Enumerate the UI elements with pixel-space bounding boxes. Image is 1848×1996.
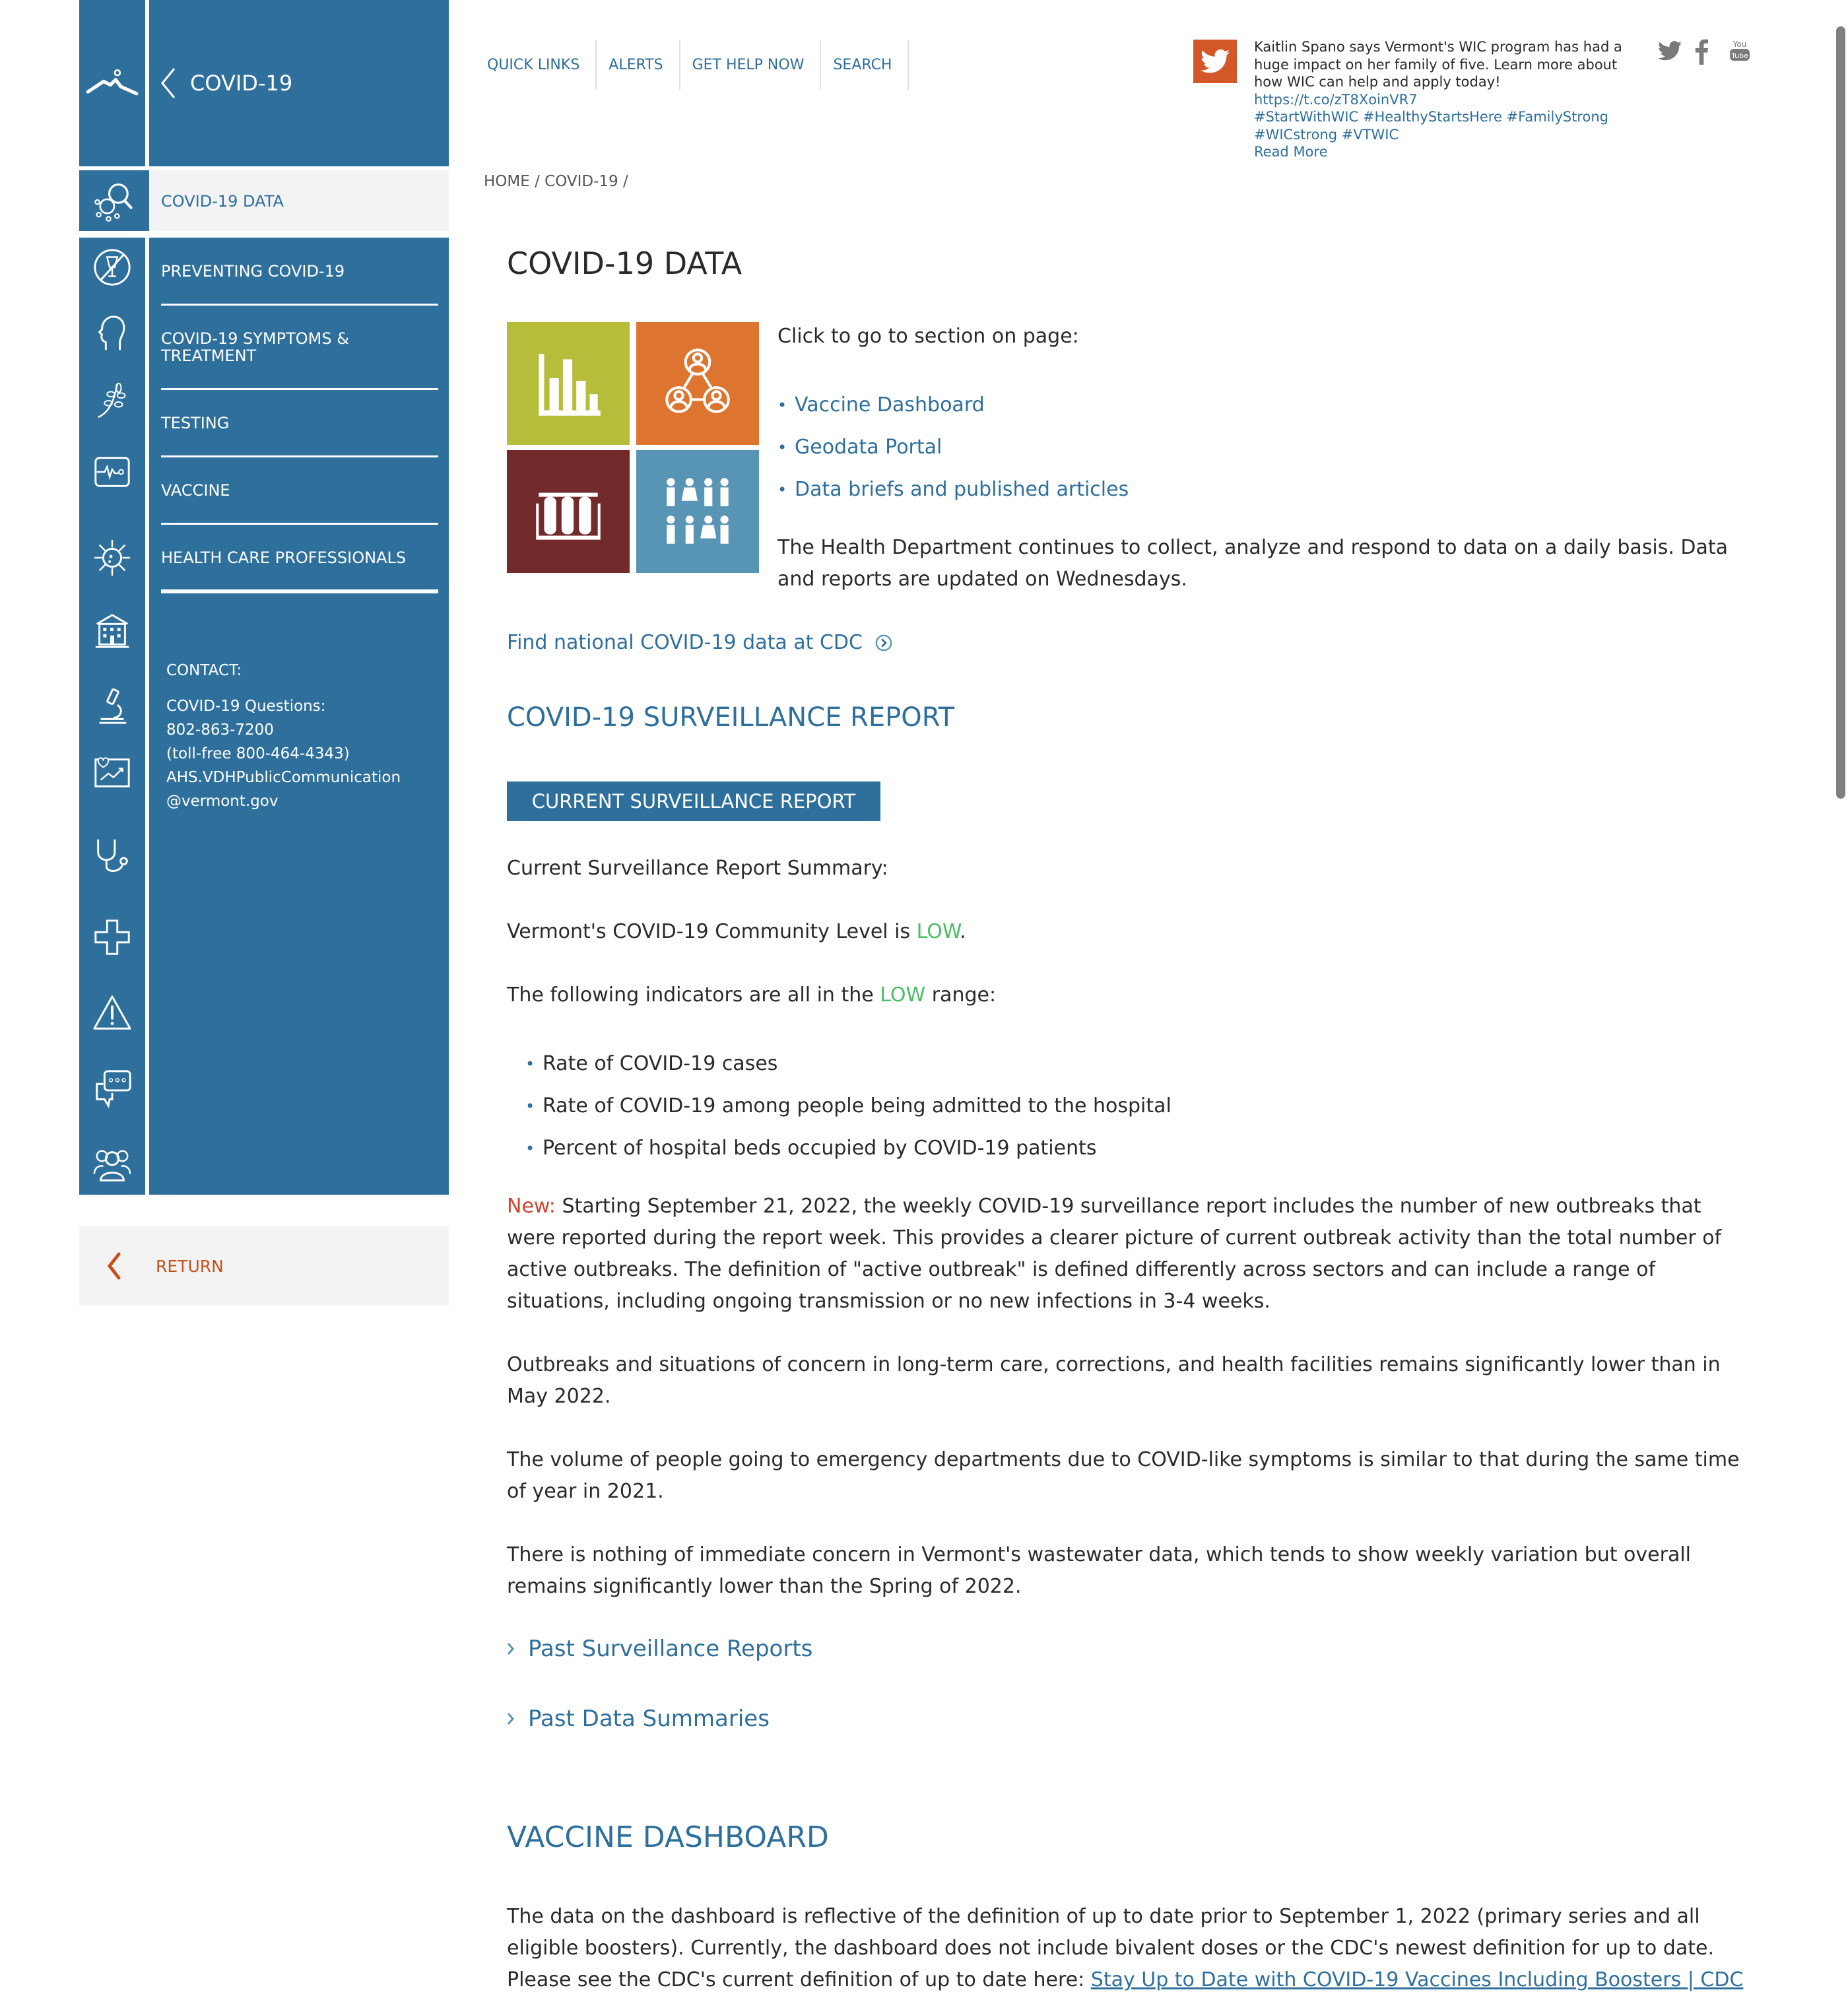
nav-divider <box>161 589 438 593</box>
indicators-text <box>507 980 996 1011</box>
accordion-label: Past Data Summaries <box>528 1706 770 1732</box>
vaccine-text2: Please see the CDC's current definition of up to date here: <box>507 1968 1091 1991</box>
past-data-summaries-accordion[interactable] <box>507 1706 770 1732</box>
sidebar-item-testing[interactable]: TESTING <box>161 414 230 432</box>
current-surveillance-report-button[interactable]: CURRENT SURVEILLANCE REPORT <box>507 782 880 821</box>
vaccine-dashboard-heading: VACCINE DASHBOARD <box>507 1820 829 1854</box>
vaccine-paragraph <box>507 1901 1761 1996</box>
data-briefs-link[interactable]: Data briefs and published articles <box>795 478 1129 501</box>
head-profile-icon[interactable] <box>79 310 145 356</box>
stethoscope-icon[interactable] <box>79 832 145 878</box>
list-item: • Rate of COVID-19 cases <box>525 1043 1172 1085</box>
twitter-feed-icon[interactable] <box>1193 40 1237 83</box>
contact-email-part2[interactable]: @vermont.gov <box>166 793 279 810</box>
list-item <box>777 469 1129 511</box>
cdc-link-label: Find national COVID-19 data at CDC <box>507 631 863 654</box>
list-item: • Rate of COVID-19 among people being admitted to the hospital <box>525 1085 1172 1127</box>
sidebar-item-health-care-professionals[interactable]: HEALTH CARE PROFESSIONALS <box>161 549 407 567</box>
twitter-icon[interactable] <box>1658 41 1682 63</box>
contact-phone[interactable]: 802-863-7200 <box>166 721 274 739</box>
summary-label: Current Surveillance Report Summary: <box>507 857 888 880</box>
contact-label: COVID-19 Questions: <box>166 698 326 715</box>
return-button[interactable] <box>79 1226 449 1306</box>
indicators-level-badge: LOW <box>880 983 926 1007</box>
vaccine-text: The data on the dashboard is reflective of the definition of up to date prior to September 1, 2022 (primary series and all eligible boosters). Currently, the dashboard does not include bivalent doses or the CDC's newest definition for up to date. <box>507 1905 1715 1960</box>
nav-divider <box>161 304 438 306</box>
community-prefix: Vermont's COVID-19 Community Level is <box>507 920 917 943</box>
nav-divider <box>161 388 438 390</box>
tweet-body: Kaitlin Spano says Vermont's WIC program has had a huge impact on her family of five. Learn more about how WIC can help and apply today! <box>1254 39 1622 90</box>
sidebar-item-preventing-covid-19[interactable]: PREVENTING COVID-19 <box>161 262 345 281</box>
page-title: COVID-19 DATA <box>507 246 742 281</box>
alerts-link[interactable]: ALERTS <box>597 40 680 90</box>
vaccine-dashboard-link[interactable]: Vaccine Dashboard <box>795 393 985 416</box>
list-item <box>777 384 1129 426</box>
sidebar-header-back[interactable] <box>158 66 292 100</box>
contact-heading: CONTACT: <box>166 662 242 679</box>
microscope-icon[interactable] <box>79 680 145 733</box>
building-icon[interactable] <box>79 607 145 653</box>
community-suffix: . <box>960 920 966 943</box>
sidebar-item-label: COVID-19 DATA <box>161 192 284 211</box>
page-scrollbar[interactable] <box>1836 26 1845 799</box>
new-text: Starting September 21, 2022, the weekly COVID-19 surveillance report includes the number of new outbreaks that were reported during the report week. This provides a clearer picture of current outbreak activity than the total number of active outbreaks. The definition of "active outbreak" is defined differently across sectors and can include a range of situations, including ongoing transmission or no new infections in 3-4 weeks. <box>507 1195 1722 1313</box>
section-links <box>777 384 1129 511</box>
list-item: • Percent of hospital beds occupied by COVID-19 patients <box>525 1127 1172 1170</box>
test-tubes-icon <box>507 450 630 573</box>
intro-text: The Health Department continues to collect, analyze and respond to data on a daily basis. Data and reports are updated on Wednesdays. <box>777 536 1729 591</box>
quick-links-link[interactable]: QUICK LINKS <box>475 40 597 90</box>
new-notice <box>507 1191 1748 1317</box>
community-level-badge: LOW <box>916 920 960 943</box>
people-group-icon[interactable] <box>79 1142 145 1188</box>
tweet-hashtags[interactable]: #StartWithWIC #HealthyStartsHere #FamilyStrong #WICstrong #VTWIC <box>1254 109 1608 143</box>
community-level-text <box>507 916 966 948</box>
contact-tollfree[interactable]: (toll-free 800-464-4343) <box>166 745 350 762</box>
sidebar-item-covid-19-data[interactable] <box>149 170 449 231</box>
breadcrumb[interactable]: HOME / COVID-19 / <box>484 173 628 190</box>
tweet-text <box>1254 38 1650 161</box>
indicators-suffix: range: <box>925 983 997 1007</box>
get-help-now-link[interactable]: GET HELP NOW <box>680 40 822 90</box>
chevron-left-icon <box>158 66 178 100</box>
cdc-link[interactable] <box>507 627 893 659</box>
accordion-label: Past Surveillance Reports <box>528 1636 813 1662</box>
intro-prompt: Click to go to section on page: <box>777 325 1079 348</box>
list-item <box>777 426 1129 469</box>
search-link[interactable]: SEARCH <box>821 40 909 90</box>
virus-search-icon[interactable] <box>79 170 149 231</box>
chart-heart-icon[interactable] <box>79 749 145 795</box>
facebook-icon[interactable] <box>1695 38 1708 67</box>
circle-chevron-right-icon <box>874 634 893 652</box>
indicators-prefix: The following indicators are all in the <box>507 983 880 1007</box>
data-tiles-image <box>507 322 759 573</box>
geodata-portal-link[interactable]: Geodata Portal <box>795 436 942 459</box>
chevron-right-icon <box>507 1642 515 1656</box>
youtube-icon[interactable] <box>1729 38 1750 67</box>
sidebar-item-symptoms-treatment[interactable]: COVID-19 SYMPTOMS & TREATMENT <box>161 329 349 365</box>
past-surveillance-reports-accordion[interactable] <box>507 1636 812 1662</box>
chevron-right-icon <box>507 1712 515 1726</box>
sidebar-item-vaccine[interactable]: VACCINE <box>161 481 230 500</box>
tweet-read-more[interactable]: Read More <box>1254 144 1328 160</box>
warning-icon[interactable] <box>79 990 145 1036</box>
network-people-icon <box>636 322 759 445</box>
emergency-paragraph: The volume of people going to emergency departments due to COVID-like symptoms is similar to that during the same time of year in 2021. <box>507 1448 1740 1503</box>
wastewater-paragraph: There is nothing of immediate concern in Vermont's wastewater data, which tends to show weekly variation but overall remains significantly lower than the Spring of 2022. <box>507 1543 1691 1598</box>
monitor-heartbeat-icon[interactable] <box>79 449 145 495</box>
population-icon <box>636 450 759 573</box>
sidebar-header-title: COVID-19 <box>190 71 293 96</box>
virus-icon[interactable] <box>79 535 145 581</box>
outbreaks-paragraph: Outbreaks and situations of concern in long-term care, corrections, and health facilities remains significantly lower than in May 2022. <box>507 1353 1721 1408</box>
nav-divider <box>161 455 438 457</box>
top-nav <box>475 40 909 90</box>
bar-chart-icon <box>507 322 630 445</box>
home-mountain-icon[interactable] <box>79 0 145 166</box>
new-label: New: <box>507 1195 556 1218</box>
medical-cross-icon[interactable] <box>79 914 145 960</box>
no-drink-icon[interactable] <box>79 244 145 290</box>
chat-bubbles-icon[interactable] <box>79 1066 145 1112</box>
contact-email-part1[interactable]: AHS.VDHPublicCommunication <box>166 769 401 786</box>
nav-divider <box>161 523 438 525</box>
wheat-icon[interactable] <box>79 376 145 422</box>
indicators-list <box>525 1043 1172 1170</box>
svg-text:You: You <box>1732 40 1747 49</box>
chevron-left-icon <box>106 1251 123 1281</box>
return-label: RETURN <box>156 1256 224 1276</box>
tweet-url[interactable]: https://t.co/zT8XoinVR7 <box>1254 91 1418 108</box>
surveillance-heading: COVID-19 SURVEILLANCE REPORT <box>507 702 955 733</box>
cdc-stay-up-to-date-link[interactable]: Stay Up to Date with COVID-19 Vaccines Including Boosters | CDC <box>1090 1968 1744 1991</box>
svg-text:Tube: Tube <box>1731 51 1748 60</box>
